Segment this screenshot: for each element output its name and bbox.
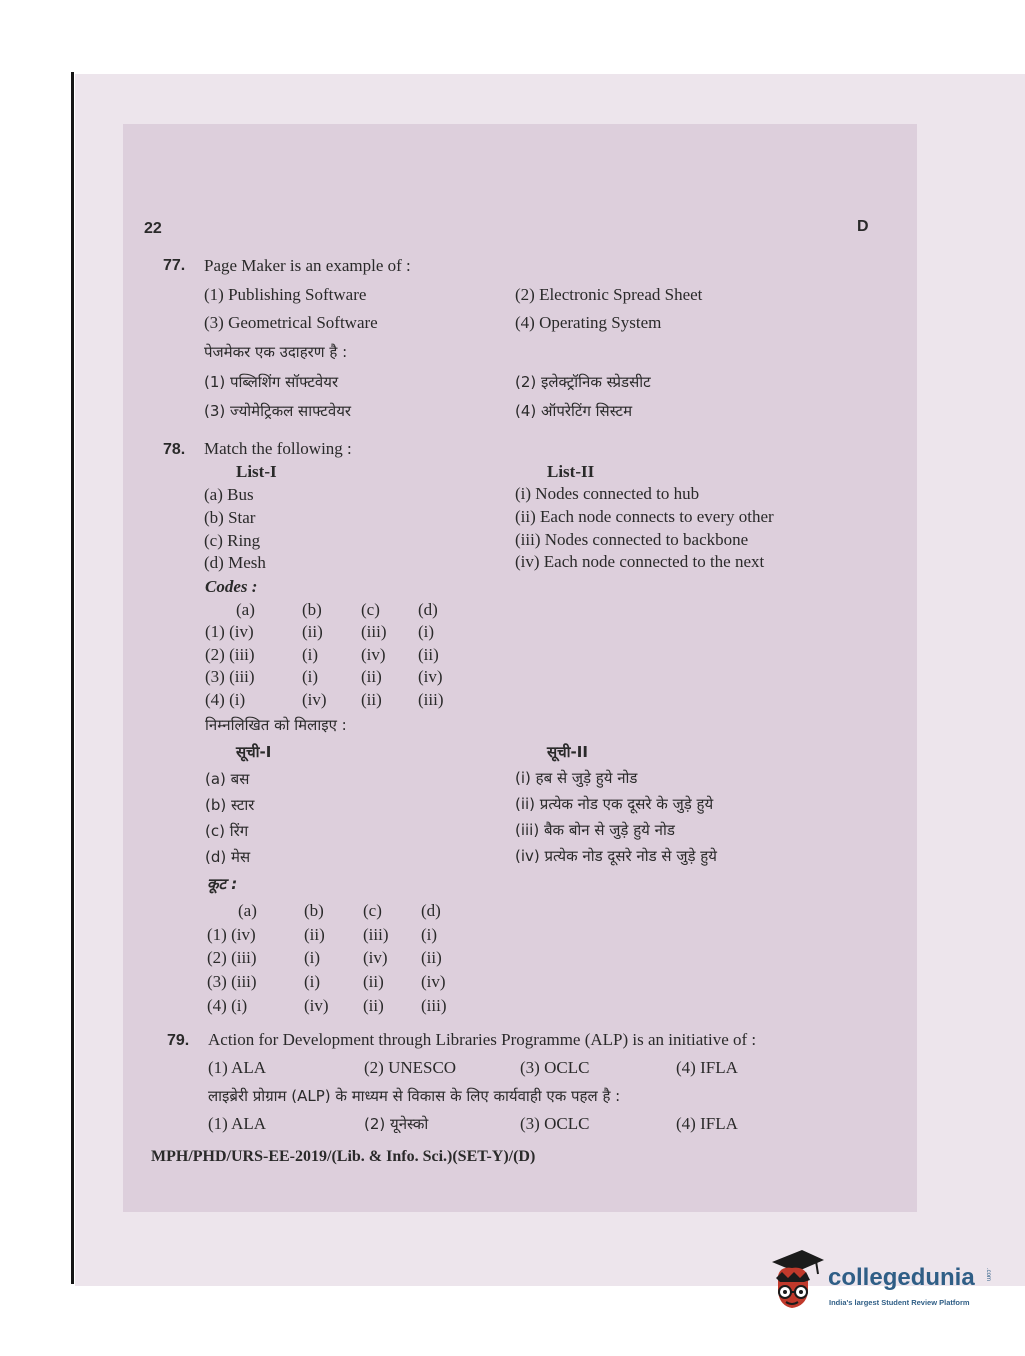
codes-cell: (iv) — [361, 645, 386, 664]
option-1-hindi: (1) पब्लिशिंग सॉफ्टवेयर — [204, 373, 339, 391]
codes-cell: (iv) — [418, 667, 443, 686]
codes-header: (c) — [363, 901, 382, 920]
codes-header: (c) — [361, 600, 380, 619]
list-2-item-hindi: (iv) प्रत्येक नोड दूसरे नोड से जुड़े हुये — [515, 847, 717, 865]
codes-cell: (ii) — [421, 948, 442, 967]
scan-edge — [71, 72, 74, 1284]
option-1: (1) Publishing Software — [204, 285, 367, 304]
list-1-title-hindi: सूची-I — [236, 743, 272, 761]
question-text-hindi: निम्नलिखित को मिलाइए : — [205, 716, 347, 734]
option-3-hindi: (3) OCLC — [520, 1114, 590, 1133]
codes-cell: (iii) — [418, 690, 444, 709]
list-1-item: (a) Bus — [204, 485, 254, 504]
page-number: 22 — [144, 220, 162, 237]
codes-header: (b) — [302, 600, 322, 619]
codes-cell: (4) (i) — [207, 996, 248, 1015]
question-text-hindi: लाइब्रेरी प्रोग्राम (ALP) के माध्यम से विकास के लिए कार्यवाही एक पहल है : — [208, 1087, 621, 1105]
option-4: (4) Operating System — [515, 313, 662, 332]
logo-tagline: India's largest Student Review Platform — [829, 1298, 970, 1307]
codes-header: (d) — [418, 600, 438, 619]
codes-cell: (i) — [302, 667, 319, 686]
question-text: Page Maker is an example of : — [204, 256, 411, 275]
codes-cell: (1) (iv) — [205, 622, 254, 641]
question-number: 79. — [167, 1032, 190, 1049]
list-2-item-hindi: (iii) बैक बोन से जुड़े हुये नोड — [515, 821, 675, 839]
codes-cell: (3) (iii) — [205, 667, 255, 686]
option-2: (2) UNESCO — [364, 1058, 457, 1077]
codes-cell: (iv) — [302, 690, 327, 709]
option-1: (1) ALA — [208, 1058, 267, 1077]
codes-cell: (iii) — [363, 925, 389, 944]
option-4-hindi: (4) IFLA — [676, 1114, 738, 1133]
list-2-title-hindi: सूची-II — [547, 743, 588, 761]
set-letter: D — [857, 218, 869, 235]
codes-cell: (ii) — [363, 972, 384, 991]
question-text: Match the following : — [204, 439, 352, 458]
question-number: 78. — [163, 441, 186, 458]
list-1-item: (d) Mesh — [204, 553, 266, 572]
codes-cell: (ii) — [418, 645, 439, 664]
option-4: (4) IFLA — [676, 1058, 738, 1077]
codes-cell: (2) (iii) — [205, 645, 255, 664]
list-1-item-hindi: (a) बस — [205, 770, 250, 788]
codes-cell: (i) — [304, 972, 321, 991]
codes-cell: (iv) — [363, 948, 388, 967]
codes-cell: (iii) — [421, 996, 447, 1015]
list-2-item-hindi: (i) हब से जुड़े हुये नोड — [515, 769, 638, 787]
codes-header: (a) — [238, 901, 257, 920]
list-1-item-hindi: (c) रिंग — [205, 822, 249, 840]
codes-cell: (i) — [302, 645, 319, 664]
list-2-item-hindi: (ii) प्रत्येक नोड एक दूसरे के जुड़े हुये — [515, 795, 714, 813]
logo-name: collegedunia — [828, 1264, 975, 1291]
option-3: (3) OCLC — [520, 1058, 590, 1077]
codes-cell: (2) (iii) — [207, 948, 257, 967]
list-2-item: (iii) Nodes connected to backbone — [515, 530, 749, 549]
codes-cell: (4) (i) — [205, 690, 246, 709]
codes-cell: (ii) — [361, 690, 382, 709]
option-3: (3) Geometrical Software — [204, 313, 378, 332]
list-2-item: (iv) Each node connected to the next — [515, 552, 765, 571]
question-text-hindi: पेजमेकर एक उदाहरण है : — [204, 343, 348, 361]
option-1-hindi: (1) ALA — [208, 1114, 267, 1133]
codes-label-hindi: कूट : — [207, 875, 238, 893]
paper-code-footer: MPH/PHD/URS-EE-2019/(Lib. & Info. Sci.)(SET-Y)/(D) — [151, 1148, 536, 1165]
list-1-item: (c) Ring — [204, 531, 261, 550]
codes-header: (a) — [236, 600, 255, 619]
codes-cell: (iii) — [361, 622, 387, 641]
option-4-hindi: (4) ऑपरेटिंग सिस्टम — [515, 402, 633, 420]
codes-cell: (ii) — [363, 996, 384, 1015]
codes-cell: (ii) — [302, 622, 323, 641]
list-1-item: (b) Star — [204, 508, 256, 527]
codes-cell: (i) — [421, 925, 438, 944]
codes-cell: (i) — [418, 622, 435, 641]
codes-cell: (ii) — [361, 667, 382, 686]
codes-cell: (i) — [304, 948, 321, 967]
option-2: (2) Electronic Spread Sheet — [515, 285, 703, 304]
codes-cell: (1) (iv) — [207, 925, 256, 944]
codes-cell: (ii) — [304, 925, 325, 944]
codes-label: Codes : — [205, 577, 258, 596]
option-3-hindi: (3) ज्योमेट्रिकल साफ्टवेयर — [204, 402, 352, 420]
codes-cell: (iv) — [304, 996, 329, 1015]
mascot-icon — [768, 1248, 828, 1318]
codes-header: (d) — [421, 901, 441, 920]
list-2-item: (ii) Each node connects to every other — [515, 507, 774, 526]
option-2-hindi: (2) यूनेस्को — [364, 1115, 429, 1133]
question-number: 77. — [163, 257, 186, 274]
codes-cell: (3) (iii) — [207, 972, 257, 991]
option-2-hindi: (2) इलेक्ट्रॉनिक स्प्रेडसीट — [515, 373, 651, 391]
question-text: Action for Development through Libraries Programme (ALP) is an initiative of : — [208, 1030, 757, 1049]
list-1-item-hindi: (d) मेस — [205, 848, 251, 866]
list-2-item: (i) Nodes connected to hub — [515, 484, 700, 503]
logo-suffix: .com — [985, 1268, 991, 1282]
codes-cell: (iv) — [421, 972, 446, 991]
list-1-title: List-I — [236, 462, 277, 481]
list-2-title: List-II — [547, 462, 595, 481]
codes-header: (b) — [304, 901, 324, 920]
list-1-item-hindi: (b) स्टार — [205, 796, 255, 814]
